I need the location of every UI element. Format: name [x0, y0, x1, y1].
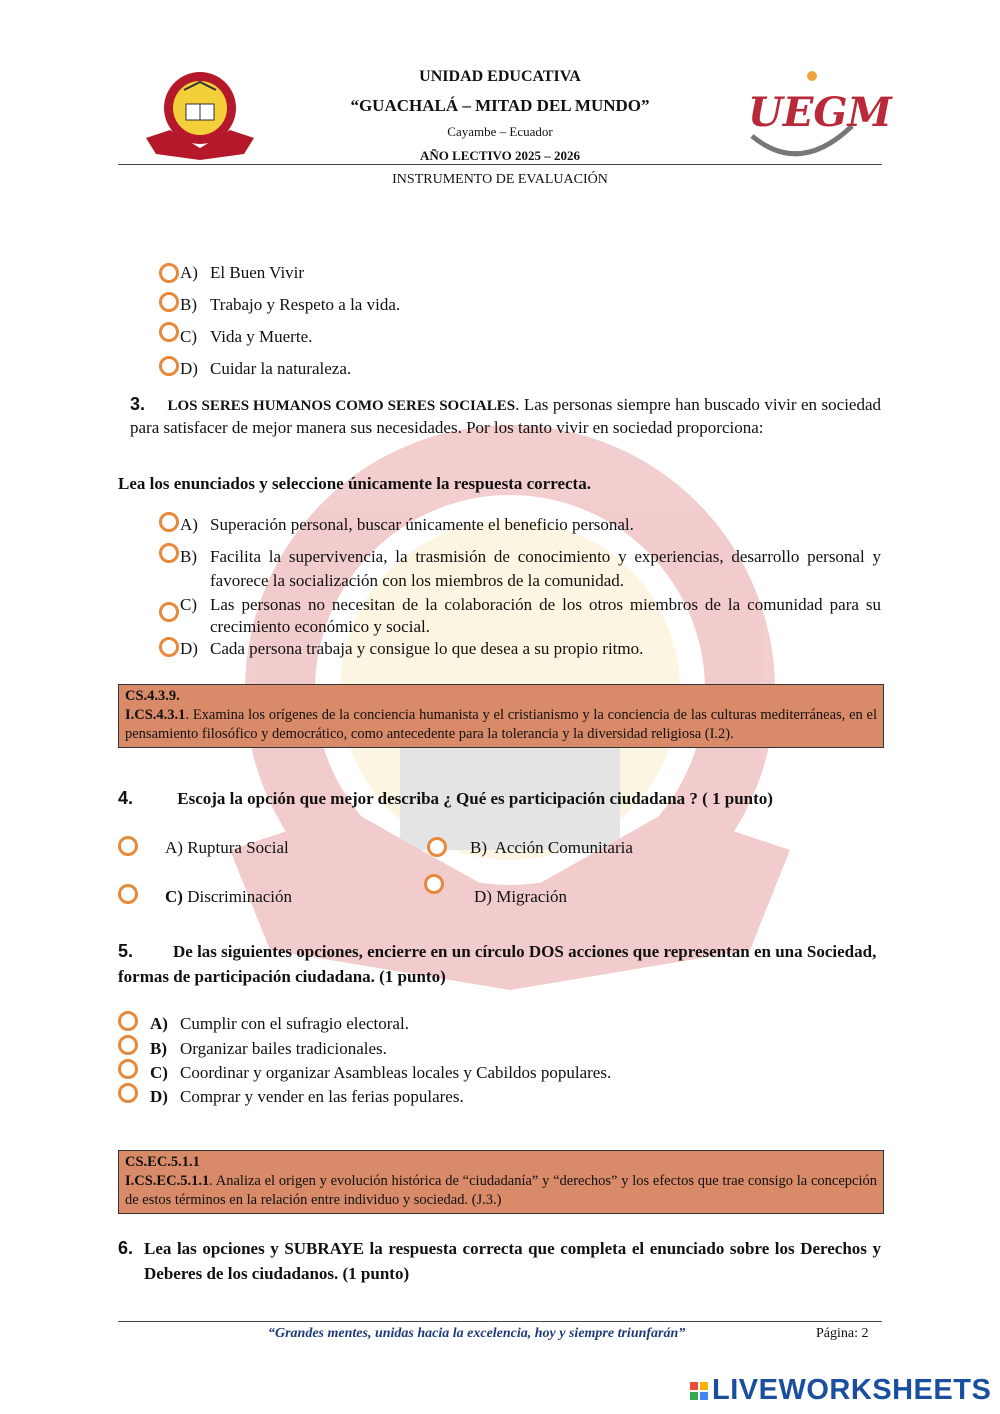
liveworksheets-brand[interactable]: [690, 1374, 991, 1407]
liveworksheets-text: LIVEWORKSHEETS: [712, 1374, 992, 1406]
q2-option-c: C) Vida y Muerte.: [180, 327, 313, 346]
q5-option-c: C) Coordinar y organizar Asambleas locales y Cabildos populares.: [150, 1063, 612, 1082]
q5-option-b: B) Organizar bailes tradicionales.: [150, 1039, 387, 1058]
criteria-box-2: [118, 1150, 884, 1214]
q2-option-b: B) Trabajo y Respeto a la vida.: [180, 295, 401, 314]
q3-body: . Las personas siempre han buscado vivir en sociedad para satisfacer de mejor manera sus necesidades. Por los tanto vivir en sociedad proporciona:: [130, 395, 882, 437]
q4-option-b: B) Acción Comunitaria: [470, 838, 633, 857]
school-type: UNIDAD EDUCATIVA: [419, 68, 581, 85]
box1-text: . Examina los orígenes de la conciencia humanista y el cristianismo y la conciencia de las culturas mediterráneas, en el pensamiento filosófico y democrático, como antecedente para la tolerancia y la diversidad religiosa (I.2).: [125, 707, 877, 742]
q5-option-a-radio[interactable]: [118, 1011, 138, 1031]
uegm-logo-text: UEGM: [748, 89, 892, 136]
page-number: Página: 2: [816, 1326, 869, 1341]
q5-option-b-radio[interactable]: [118, 1035, 138, 1055]
box2-code: CS.EC.5.1.1: [125, 1154, 200, 1170]
q2-option-a-radio[interactable]: [159, 263, 179, 283]
q3-option-a-radio[interactable]: [159, 512, 179, 532]
criteria-box-1: [118, 684, 884, 748]
q3-number: 3.: [130, 394, 146, 414]
q3-option-c-radio[interactable]: [159, 602, 179, 622]
q5-option-c-radio[interactable]: [118, 1059, 138, 1079]
school-year: AÑO LECTIVO 2025 – 2026: [419, 148, 581, 163]
question-4: [118, 787, 878, 810]
q5-option-d-radio[interactable]: [118, 1083, 138, 1103]
q2-option-d: D) Cuidar la naturaleza.: [180, 359, 352, 378]
q3-option-d-radio[interactable]: [159, 637, 179, 657]
box2-text: . Analiza el origen y evolución histórica de “ciudadanía” y “derechos” y los efectos que trae consigo la concepción de estos términos en la relación entre individuo y sociedad. (J.3.): [125, 1173, 877, 1208]
q5-option-a: A) Cumplir con el sufragio electoral.: [150, 1014, 409, 1033]
box1-indicator: I.CS.4.3.1: [125, 707, 186, 723]
q3-instruction: Lea los enunciados y seleccione únicamente la respuesta correcta.: [118, 474, 591, 493]
q4-option-b-radio[interactable]: [427, 837, 447, 857]
q5-text: De las siguientes opciones, encierre en un círculo DOS acciones que representan en una Sociedad, formas de participación ciudadana. (1 punto): [118, 942, 877, 986]
box2-indicator: I.CS.EC.5.1.1: [125, 1173, 210, 1189]
header-divider: [118, 164, 882, 165]
liveworksheets-icon: [690, 1382, 708, 1400]
q4-option-d: D) Migración: [474, 887, 568, 906]
footer-motto: “Grandes mentes, unidas hacia la excelencia, hoy y siempre triunfarán”: [268, 1326, 686, 1341]
q4-option-c-radio[interactable]: [118, 884, 138, 904]
q4-option-a-radio[interactable]: [118, 836, 138, 856]
q4-number: 4.: [118, 788, 134, 808]
school-name: “GUACHALÁ – MITAD DEL MUNDO”: [350, 96, 650, 115]
q2-option-d-radio[interactable]: [159, 356, 179, 376]
q5-number: 5.: [118, 941, 134, 961]
q2-option-a: A) El Buen Vivir: [180, 263, 305, 282]
q3-title: LOS SERES HUMANOS COMO SERES SOCIALES: [167, 398, 516, 414]
q3-option-d: D) Cada persona trabaja y consigue lo que desea a su propio ritmo.: [180, 639, 644, 658]
footer-divider: [118, 1321, 882, 1322]
q4-option-a: A) Ruptura Social: [165, 838, 289, 857]
q3-option-b: B) Facilita la supervivencia, la trasmisión de conocimiento y experiencias, desarrollo personal y favorece la socialización con los miembros de la comunidad.: [180, 547, 881, 590]
q5-option-d: D) Comprar y vender en las ferias populares.: [150, 1087, 464, 1106]
document-type: INSTRUMENTO DE EVALUACIÓN: [392, 172, 608, 187]
q3-option-b-radio[interactable]: [159, 543, 179, 563]
q2-option-c-radio[interactable]: [159, 322, 179, 342]
question-6: [118, 1236, 881, 1286]
q3-option-c: C) Las personas no necesitan de la colaboración de los otros miembros de la comunidad para su crecimiento económico y social.: [180, 595, 881, 636]
q4-option-d-radio[interactable]: [424, 874, 444, 894]
question-3: [130, 393, 881, 439]
question-5: [118, 939, 880, 989]
box1-code: CS.4.3.9.: [125, 688, 180, 704]
q6-text: Lea las opciones y SUBRAYE la respuesta correcta que completa el enunciado sobre los Derechos y Deberes de los ciudadanos. (1 punto): [144, 1239, 881, 1283]
q4-option-c: C) Discriminación: [165, 887, 293, 906]
q4-text: Escoja la opción que mejor describa ¿ Qué es participación ciudadana ? ( 1 punto): [177, 789, 773, 808]
q3-option-a: A) Superación personal, buscar únicamente el beneficio personal.: [180, 515, 634, 534]
q6-number: 6.: [118, 1238, 134, 1258]
location: Cayambe – Ecuador: [447, 124, 553, 139]
q2-option-b-radio[interactable]: [159, 292, 179, 312]
